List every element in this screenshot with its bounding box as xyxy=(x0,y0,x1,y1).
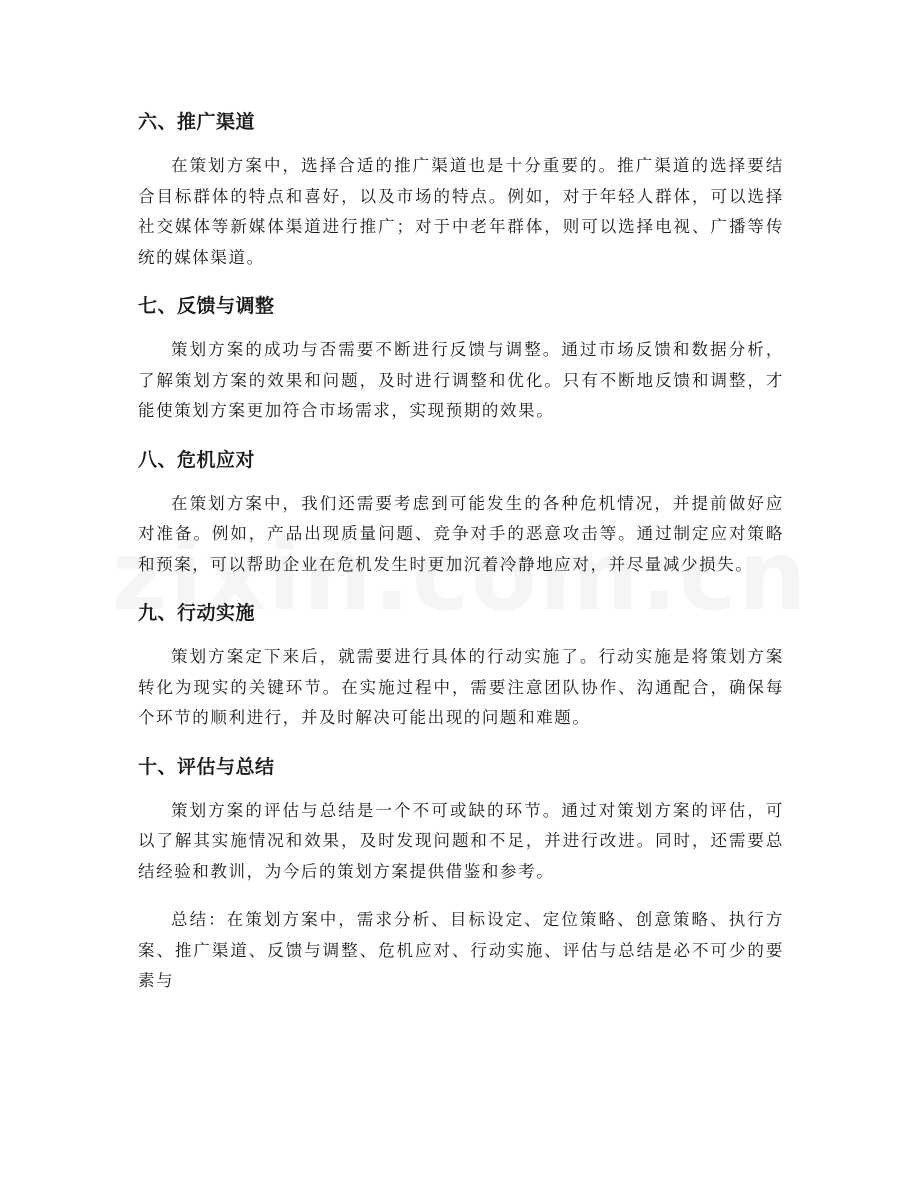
section-paragraph-crisis-response: 在策划方案中，我们还需要考虑到可能发生的各种危机情况，并提前做好应对准备。例如，产品出现质量问题、竞争对手的恶意攻击等。通过制定应对策略和预案，可以帮助企业在危机发生时更加沉着冷静地应对，并尽量减少损失。 xyxy=(138,493,784,574)
document-body xyxy=(138,95,784,997)
section-heading-promotion-channels: 六、推广渠道 xyxy=(138,111,256,133)
section-heading-crisis-response: 八、危机应对 xyxy=(138,448,256,471)
section-paragraph-feedback-adjustment: 策划方案的成功与否需要不断进行反馈与调整。通过市场反馈和数据分析，了解策划方案的效果和问题，及时进行调整和优化。只有不断地反馈和调整，才能使策划方案更加符合市场需求，实现预期的效果。 xyxy=(138,340,784,420)
section-heading-action-implementation: 九、行动实施 xyxy=(138,602,256,624)
section-paragraph-action-implementation: 策划方案定下来后，就需要进行具体的行动实施了。行动实施是将策划方案转化为现实的关键环节。在实施过程中，需要注意团队协作、沟通配合，确保每个环节的顺利进行，并及时解决可能出现的问题和难题。 xyxy=(138,647,784,727)
section-heading-evaluation-summary: 十、评估与总结 xyxy=(138,755,275,778)
section-heading-feedback-adjustment: 七、反馈与调整 xyxy=(138,295,275,317)
section-paragraph-evaluation-summary: 策划方案的评估与总结是一个不可或缺的环节。通过对策划方案的评估，可以了解其实施情况和效果，及时发现问题和不足，并进行改进。同时，还需要总结经验和教训，为今后的策划方案提供借鉴和参考。 xyxy=(138,800,784,881)
section-paragraph-promotion-channels: 在策划方案中，选择合适的推广渠道也是十分重要的。推广渠道的选择要结合目标群体的特点和喜好，以及市场的特点。例如，对于年轻人群体，可以选择社交媒体等新媒体渠道进行推广；对于中老年群体，则可以选择电视、广播等传统的媒体渠道。 xyxy=(138,156,784,267)
summary-paragraph: 总结：在策划方案中，需求分析、目标设定、定位策略、创意策略、执行方案、推广渠道、反馈与调整、危机应对、行动实施、评估与总结是必不可少的要素与 xyxy=(138,910,784,990)
